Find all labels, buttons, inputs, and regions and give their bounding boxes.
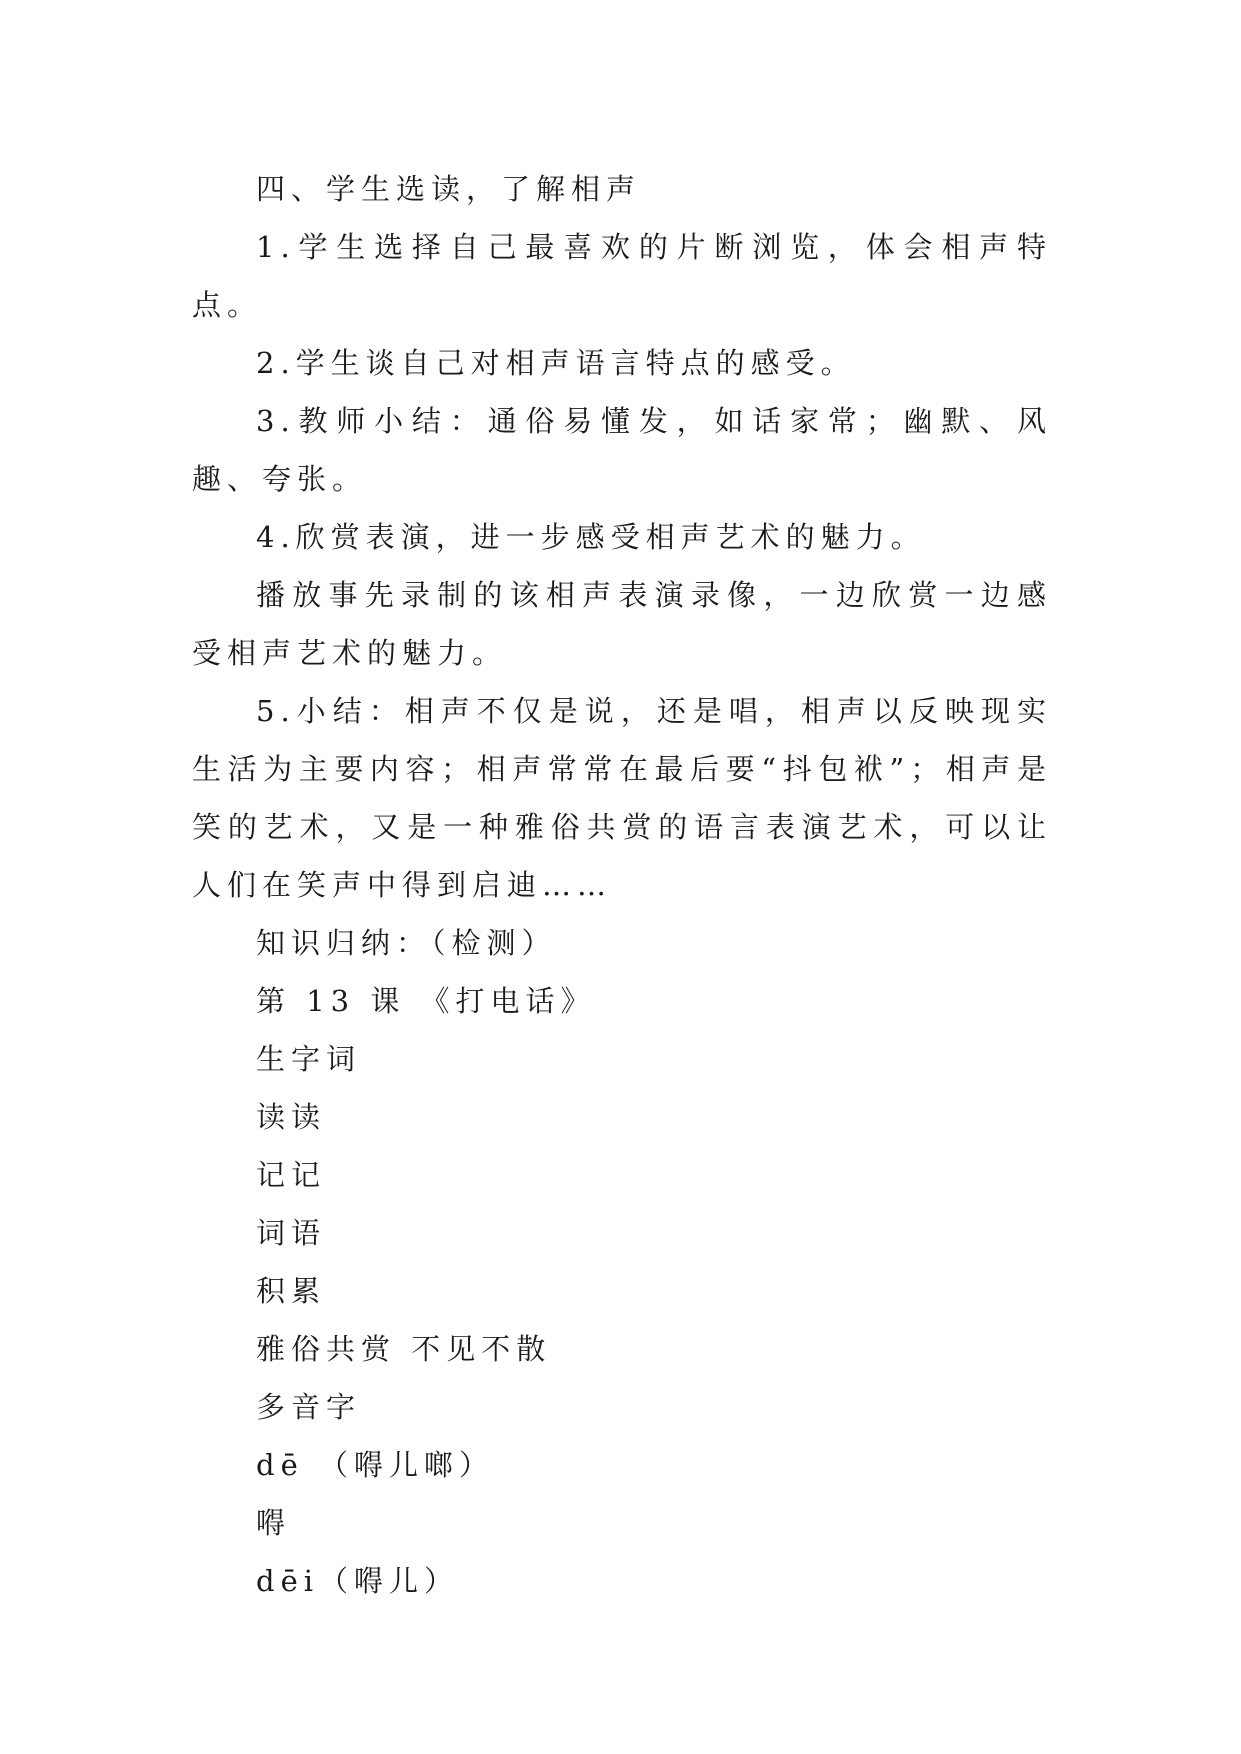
list-item: 读读: [256, 1100, 327, 1134]
knowledge-heading: 知识归纳：（检测）: [256, 926, 557, 960]
paragraph-playback: 播放事先录制的该相声表演录像，一边欣赏一边感受相声艺术的魅力。: [192, 578, 1052, 670]
paragraph-item-1: 1.学生选择自己最喜欢的片断浏览，体会相声特点。: [192, 230, 1052, 322]
paragraph-item-3: 3.教师小结：通俗易懂发，如话家常；幽默、风趣、夸张。: [192, 404, 1052, 496]
paragraph-summary: 5.小结：相声不仅是说，还是唱，相声以反映现实生活为主要内容；相声常常在最后要“抖包袱”；相声是笑的艺术，又是一种雅俗共赏的语言表演艺术，可以让人们在笑声中得到启迪……: [192, 694, 1052, 902]
list-item: 多音字: [256, 1390, 362, 1424]
list-item: 词语: [256, 1216, 327, 1250]
list-item: dē （嘚儿啷）: [256, 1448, 494, 1482]
paragraph-item-4: 4.欣赏表演，进一步感受相声艺术的魅力。: [256, 520, 926, 554]
list-item: 生字词: [256, 1042, 362, 1076]
paragraph-item-2: 2.学生谈自己对相声语言特点的感受。: [256, 346, 856, 380]
section-heading: 四、学生选读，了解相声: [256, 172, 642, 206]
list-item: dēi（嘚儿）: [256, 1564, 460, 1598]
list-item: 雅俗共赏 不见不散: [256, 1332, 552, 1366]
list-item: 记记: [256, 1158, 327, 1192]
list-item: 嘚: [256, 1506, 292, 1540]
document-body: [192, 160, 1052, 1610]
list-item: 积累: [256, 1274, 327, 1308]
lesson-title: 第 13 课 《打电话》: [256, 984, 596, 1018]
